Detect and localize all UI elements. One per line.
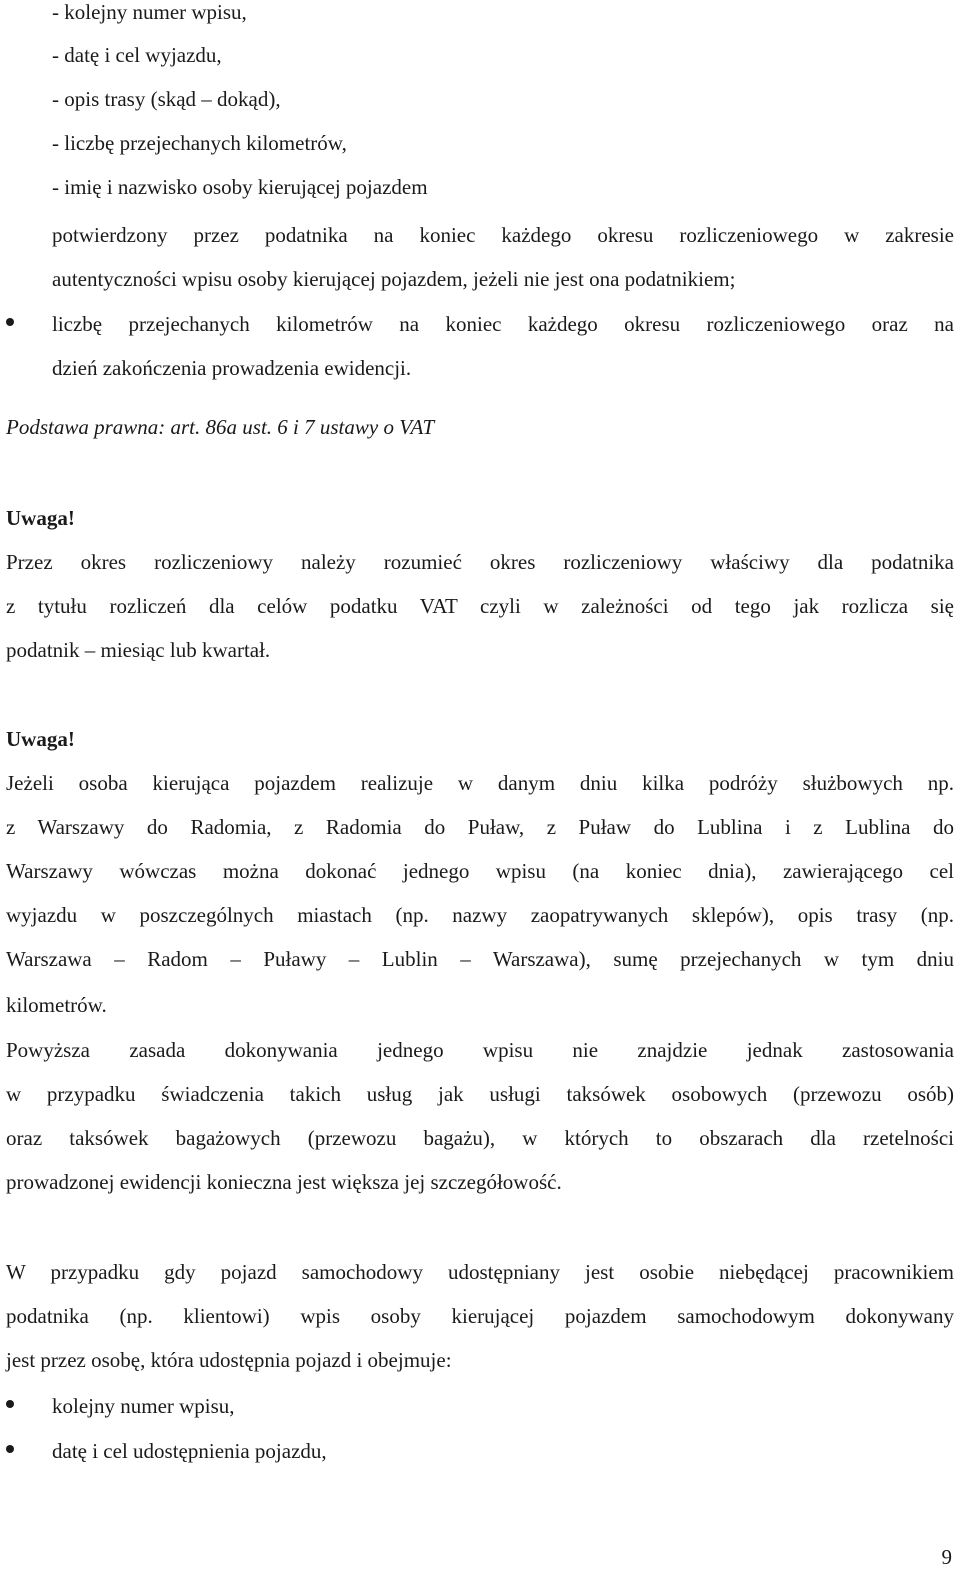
paragraph-line: w przypadku świadczenia takich usług jak usługi taksówek osobowych (przewozu osób) [6, 1082, 954, 1106]
confirm-line: autentyczności wpisu osoby kierującej pojazdem, jeżeli nie jest ona podatnikiem; [52, 267, 736, 291]
confirm-line: potwierdzony przez podatnika na koniec każdego okresu rozliczeniowego w zakresie [52, 223, 954, 247]
bullet-item: datę i cel udostępnienia pojazdu, [52, 1439, 327, 1463]
paragraph-line: W przypadku gdy pojazd samochodowy udostępniany jest osobie niebędącej pracownikiem [6, 1260, 954, 1284]
bullet-icon [6, 318, 14, 326]
dash-item: - liczbę przejechanych kilometrów, [52, 131, 347, 155]
page-number: 9 [941, 1545, 952, 1569]
paragraph-line: podatnika (np. klientowi) wpis osoby kierującej pojazdem samochodowym dokonywany [6, 1304, 954, 1328]
note-line: Warszawa – Radom – Puławy – Lublin – Warszawa), sumę przejechanych w tym dniu [6, 947, 954, 971]
paragraph-line: Powyższa zasada dokonywania jednego wpisu nie znajdzie jednak zastosowania [6, 1038, 954, 1062]
note-line: wyjazdu w poszczególnych miastach (np. nazwy zaopatrywanych sklepów), opis trasy (np. [6, 903, 954, 927]
bullet-icon [6, 1400, 14, 1408]
paragraph-line: prowadzonej ewidencji konieczna jest większa jej szczegółowość. [6, 1170, 562, 1194]
note-line: kilometrów. [6, 993, 107, 1017]
dash-item: - datę i cel wyjazdu, [52, 43, 222, 67]
note-line: Jeżeli osoba kierująca pojazdem realizuje w danym dniu kilka podróży służbowych np. [6, 771, 954, 795]
bullet-item: kolejny numer wpisu, [52, 1394, 235, 1418]
note-line: z Warszawy do Radomia, z Radomia do Puław, z Puław do Lublina i z Lublina do [6, 815, 954, 839]
dash-item: - imię i nazwisko osoby kierującej pojazdem [52, 175, 428, 199]
note-line: podatnik – miesiąc lub kwartał. [6, 638, 271, 662]
dash-item: - opis trasy (skąd – dokąd), [52, 87, 281, 111]
paragraph-line: oraz taksówek bagażowych (przewozu bagażu), w których to obszarach dla rzetelności [6, 1126, 954, 1150]
dash-item: - kolejny numer wpisu, [52, 0, 247, 24]
bullet-icon [6, 1445, 14, 1453]
paragraph-line: jest przez osobę, która udostępnia pojazd i obejmuje: [6, 1348, 452, 1372]
bullet-item-line: liczbę przejechanych kilometrów na koniec każdego okresu rozliczeniowego oraz na [52, 312, 954, 336]
note-heading: Uwaga! [6, 506, 75, 530]
note-heading: Uwaga! [6, 727, 75, 751]
legal-basis: Podstawa prawna: art. 86a ust. 6 i 7 ustawy o VAT [6, 415, 435, 439]
note-line: z tytułu rozliczeń dla celów podatku VAT czyli w zależności od tego jak rozlicza się [6, 594, 954, 618]
bullet-item-line: dzień zakończenia prowadzenia ewidencji. [52, 356, 412, 380]
note-line: Warszawy wówczas można dokonać jednego wpisu (na koniec dnia), zawierającego cel [6, 859, 954, 883]
note-line: Przez okres rozliczeniowy należy rozumieć okres rozliczeniowy właściwy dla podatnika [6, 550, 954, 574]
